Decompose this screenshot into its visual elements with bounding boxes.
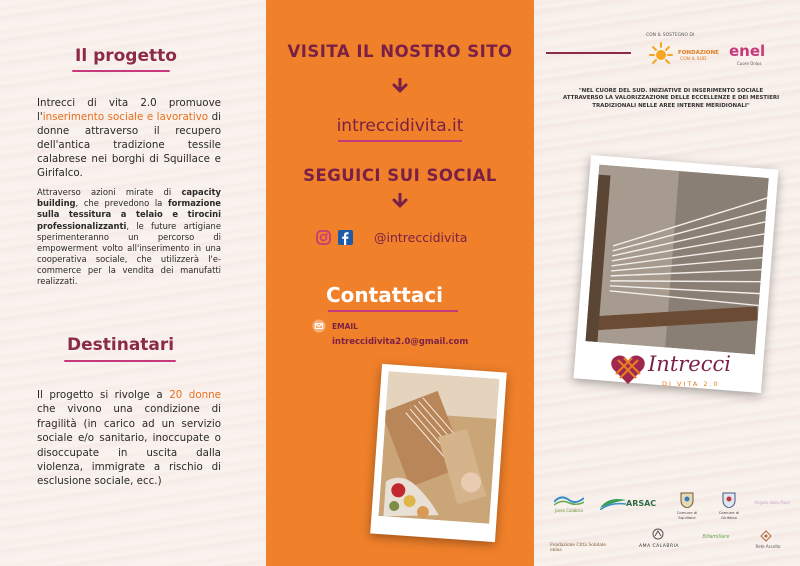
target-heading-underline (64, 360, 176, 362)
arrow-down-icon (391, 193, 409, 209)
social-heading: SEGUICI SUI SOCIAL (303, 166, 497, 185)
project-paragraph-1: Intrecci di vita 2.0 promuove l'inserimento sociale e lavorativo di donne attraverso il recupero dell'antica tradizione tessile calabrese nei borghi di Squillace e Girifalco. (37, 97, 222, 179)
facebook-icon[interactable] (338, 230, 353, 245)
fondazione-sun-icon (646, 41, 676, 67)
weaving-photo-frame (370, 364, 507, 542)
enel-logo: enel (729, 42, 766, 60)
fondazione-name: FONDAZIONE (678, 50, 719, 56)
girifalco-crest-icon (722, 491, 736, 508)
partner-logo: AMA CALABRIA (639, 544, 679, 549)
partner-logo: Bifamiliare (702, 534, 730, 540)
visit-site-heading: VISITA IL NOSTRO SITO (287, 42, 513, 61)
partner-logo: ARSAC (626, 499, 657, 508)
partner-logo: Comune di Girifalco (718, 510, 740, 520)
email-icon (312, 319, 326, 333)
partner-wave-icon (554, 494, 584, 506)
partner-logo: Comune di Squillace (676, 510, 698, 520)
instagram-icon[interactable] (316, 230, 331, 245)
intrecci-logo-subtitle: DI VITA 2.0 (662, 380, 720, 388)
email-address[interactable]: intreccidivita2.0@gmail.com (332, 337, 469, 347)
project-heading-underline (72, 70, 170, 72)
email-label: EMAIL (332, 322, 358, 331)
project-heading: Il progetto (75, 46, 177, 66)
project-quote: "NEL CUORE DEL SUD. INIZIATIVE DI INSERIMENTO SOCIALE ATTRAVERSO LA VALORIZZAZIONE DELLE ECCELLENZE E DEI MESTIERI TRADIZIONALI NELLE AREE INTERNE MERIDIONALI" (562, 88, 780, 109)
rete-ascolto-icon (760, 530, 772, 542)
intrecci-logo-title: Intrecci (648, 352, 731, 376)
intrecci-heart-icon (610, 354, 646, 386)
left-panel (0, 0, 266, 566)
middle-panel (266, 0, 534, 566)
loom-photo (585, 165, 768, 355)
partner-logo: Jonio Calabria (555, 508, 583, 513)
social-handle[interactable]: @intreccidivita (374, 230, 468, 245)
website-link[interactable]: intreccidivita.it (336, 116, 464, 136)
ama-calabria-icon (652, 528, 664, 540)
target-heading: Destinatari (67, 335, 175, 355)
target-paragraph: Il progetto si rivolge a 20 donne che vivono una condizione di fragilità (in carico ad un servizio sociale e/o sanitario, inoccupate o disoccupate in uscita dalla violenza, immigrate a rischio di esclusione sociale, ecc.) (37, 389, 221, 488)
contact-underline (328, 310, 458, 312)
arsac-leaf-icon (600, 496, 626, 510)
weaving-workshop-photo (378, 371, 499, 523)
partner-logo: Angelo della Pace (754, 500, 790, 505)
website-underline (338, 140, 462, 142)
partner-logo: Fondazione Città Solidale onlus (550, 543, 606, 553)
fondazione-sub: CON IL SUD (680, 57, 707, 62)
partner-logo: Rete Ascolto (755, 544, 781, 549)
project-paragraph-2: Attraverso azioni mirate di capacity building, che prevedono la formazione sulla tessitura a telaio e tirocini professionalizzanti, le future artigiane sperimenteranno un percorso di empowerment volto all'inserimento in una cooperativa sociale, che utilizzerà l'e-commerce per la vendita dei manufatti realizzati. (37, 187, 221, 287)
header-rule (546, 52, 631, 54)
arrow-down-icon (391, 78, 409, 94)
support-label: CON IL SOSTEGNO DI (646, 33, 695, 38)
squillace-crest-icon (680, 491, 694, 508)
contact-heading: Contattaci (326, 283, 444, 307)
right-panel (534, 0, 800, 566)
enel-sub: Cuore Onlus (737, 61, 762, 66)
